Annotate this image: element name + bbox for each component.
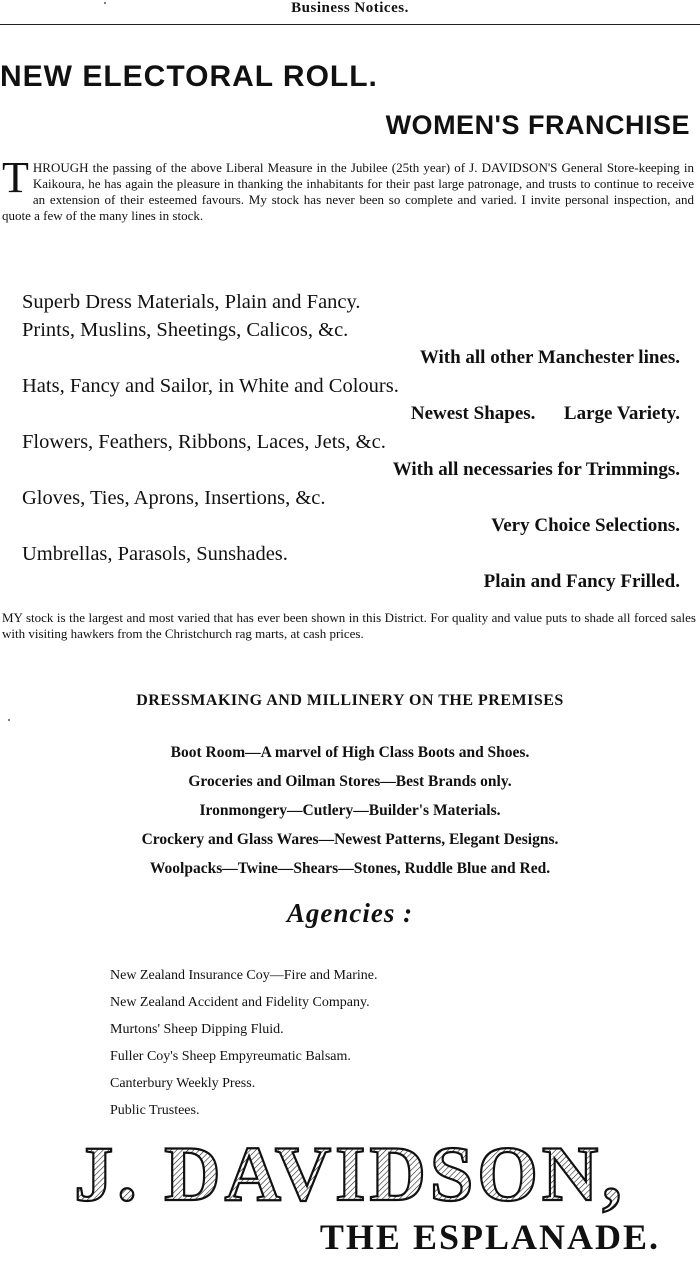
print-speck	[8, 719, 10, 721]
merchant-name	[0, 1134, 700, 1214]
department-line: Ironmongery—Cutlery—Builder's Materials.	[199, 802, 501, 819]
agency-item: Fuller Coy's Sheep Empyreumatic Balsam.	[110, 1049, 351, 1064]
stock-line: Superb Dress Materials, Plain and Fancy.	[22, 291, 361, 313]
headline-electoral-roll: NEW ELECTORAL ROLL.	[0, 60, 378, 93]
ornamental-name-lettering	[0, 1134, 700, 1214]
stock-paragraph: MY stock is the largest and most varied that has ever been shown in this District. For quality and value puts to shade all forced sales with visiting hawkers from the Christchurch rag marts, at cash prices.	[2, 610, 696, 641]
header-rule	[0, 24, 700, 25]
stock-line: With all necessaries for Trimmings.	[392, 459, 680, 480]
department-line: Groceries and Oilman Stores—Best Brands only.	[188, 773, 512, 790]
stock-line: Very Choice Selections.	[491, 515, 680, 536]
agency-item: Public Trustees.	[110, 1103, 200, 1118]
agency-item: New Zealand Accident and Fidelity Company.	[110, 995, 370, 1010]
stock-line: Gloves, Ties, Aprons, Insertions, &c.	[22, 487, 326, 509]
stock-line: Newest Shapes. Large Variety.	[410, 403, 680, 424]
stock-line: Prints, Muslins, Sheetings, Calicos, &c.	[22, 319, 349, 341]
address-line: THE ESPLANADE.	[319, 1217, 660, 1257]
intro-text: HROUGH the passing of the above Liberal Measure in the Jubilee (25th year) of J. DAVIDSON'S General Store-keeping in Kaikoura, he has again the pleasure in thanking the inhabitants for their past large patronage, and trusts to continue to receive an extension of their esteemed favours. My stock has never been so complete and varied. I invite personal inspection, and quote a few of the many lines in stock.	[2, 160, 694, 223]
stock-lines	[22, 288, 680, 596]
stock-line: Hats, Fancy and Sailor, in White and Colours.	[22, 375, 399, 397]
stock-line: Plain and Fancy Frilled.	[483, 571, 680, 592]
agency-item: New Zealand Insurance Coy—Fire and Marine.	[110, 968, 378, 983]
agencies-heading: Agencies :	[286, 898, 414, 928]
department-line: Woolpacks—Twine—Shears—Stones, Ruddle Blue and Red.	[149, 860, 551, 877]
department-line: Boot Room—A marvel of High Class Boots and Shoes.	[170, 744, 530, 761]
dressmaking-heading: DRESSMAKING AND MILLINERY ON THE PREMISES	[136, 692, 564, 709]
agencies-list	[110, 962, 670, 1124]
departments-list	[0, 738, 700, 883]
stock-line: Flowers, Feathers, Ribbons, Laces, Jets, &c.	[22, 431, 386, 453]
print-speck	[104, 2, 106, 4]
stock-line: Umbrellas, Parasols, Sunshades.	[22, 543, 288, 565]
merchant-name-text: J. DAVIDSON,	[74, 1134, 626, 1214]
headline-womens-franchise: WOMEN'S FRANCHISE	[385, 110, 690, 140]
stock-line: With all other Manchester lines.	[419, 347, 680, 368]
section-title: Business Notices.	[291, 0, 409, 16]
intro-paragraph	[2, 153, 694, 224]
drop-cap: T	[2, 153, 29, 202]
agency-item: Murtons' Sheep Dipping Fluid.	[110, 1022, 284, 1037]
agency-item: Canterbury Weekly Press.	[110, 1076, 256, 1091]
department-line: Crockery and Glass Wares—Newest Patterns, Elegant Designs.	[141, 831, 559, 848]
